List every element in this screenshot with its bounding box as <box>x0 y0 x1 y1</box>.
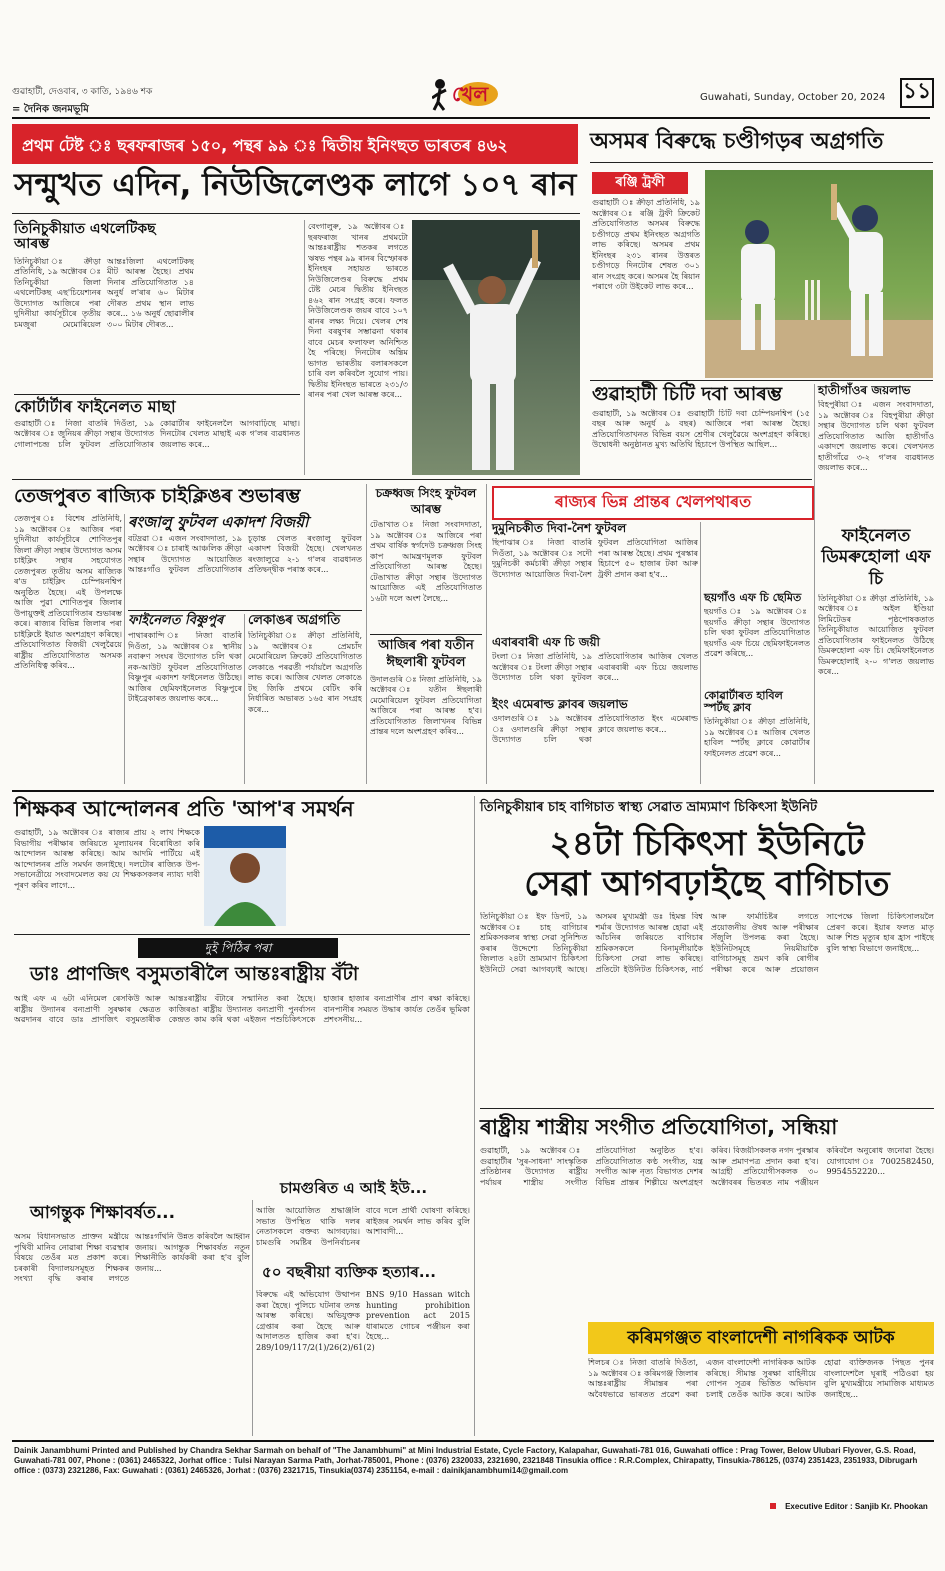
bishnupur-article <box>128 614 242 784</box>
karimganj-header <box>588 1322 934 1354</box>
ranji-tag-text: ৰঞ্জি ট্ৰফী <box>615 175 665 190</box>
guwahati-cc-body: গুৱাহাটী, ১৯ অক্টোবৰ ঃ গুৱাহাটী চিটি দবা চেম্পিয়নশ্বিপ (১৫ বছৰ আৰু অনুৰ্ধ ৯ বছৰ) আজিৰে পৰা আৰম্ভ হৈছে। প্ৰতিযোগিতাখনত বিভিন্ন বয়স শ্ৰেণীৰ খেলুৱৈয়ে অংশগ্ৰহণ কৰিছে। উদ্বোধনী অনুষ্ঠানত মুখ্য অতিথি হিচাপে উপস্থিত আছিল... <box>592 408 810 450</box>
agantuk-title: আগন্তুক শিক্ষাবৰ্ষত... <box>30 1203 176 1223</box>
corporate-final-body: গুৱাহাটী ঃ নিজা বাতৰি দিওঁতা, ১৯ অক্টোবৰ ঃ জুনিয়ৰ ক্ৰীড়া সন্থাৰ উদ্যোগত গোলাপচন্দ্ৰ চলি ফুটবল প্ৰতিযোগিতাৰ কোৱাৰ্টাৰ ফাইনেললৈ আগবাঢ়িছে মাছা। দিনটোৰ খেলত মাছাই এক গ'লৰ ব্যৱধানত জয়লাভ কৰে... <box>14 418 300 449</box>
aap-support-title: শিক্ষকৰ আন্দোলনৰ প্ৰতি 'আপ'ৰ সমৰ্থন <box>14 797 354 821</box>
tea-garden-kicker: তিনিচুকীয়াৰ চাহ বাগিচাত স্বাস্থ্য সেৱাত ভ্ৰাম্যমাণ চিকিৎসা ইউনিট <box>480 800 818 815</box>
dumunichowki-body: ছিপাঝাৰ ঃ নিজা বাতৰি দিওঁতা, ১৯ অক্টোবৰ ঃ সদৌ দুমুনিচকী কৰ্মচাৰী ক্ৰীড়া সন্থাৰ উদ্যোগত আয়োজিত দিবা-নৈশ ফুটবল প্ৰতিযোগিতা আজিৰ পৰা আৰম্ভ হৈছে। প্ৰথম পুৰস্কাৰ হিচাপে ৫০ হাজাৰ টকা আৰু ট্ৰফী প্ৰদান কৰা হ'ব... <box>492 538 698 579</box>
hatigaon-article <box>818 384 934 520</box>
chakradhwaj-title: চক্ৰধ্বজ সিংহ ফুটবল আৰম্ভ <box>375 486 477 516</box>
aap-support-body-cont <box>290 828 470 932</box>
aap-leader-photo <box>204 826 286 926</box>
chamguri-title: চামগুৰিত এ আই ইউ... <box>280 1179 428 1197</box>
ajir-pora-title: আজিৰ পৰা যতীন ঈছলাৰী ফুটবল <box>378 638 474 670</box>
chhuigaon-title: ছয়গাঁও এফ চি ছেমিত <box>704 591 802 604</box>
paper-name: = দৈনিক জনমভূমি <box>12 104 89 115</box>
dimaruhola-article <box>818 526 934 782</box>
karimganj-title: কৰিমগঞ্জত বাংলাদেশী নাগৰিকক আটক <box>627 1328 895 1348</box>
chamguri-body: আজি আয়োজিত শ্ৰদ্ধাঞ্জলি সভাত উপস্থিত থাকি দলৰ নেতাসকলে বক্তব্য আগবঢ়ায়। চামগুৰি সমষ্টিৰ উপনিৰ্বাচনৰ বাবে দলে প্ৰাৰ্থী ঘোষণা কৰিছে। ৰাইজৰ সমৰ্থন লাভ কৰিব বুলি আশাবাদী... <box>256 1206 470 1247</box>
ebarbari-title: এবাৰবাৰী এফ চি জয়ী <box>492 635 600 649</box>
tezpur-cycling-title: তেজপুৰত ৰাজ্যিক চাইক্লিঙৰ শুভাৰম্ভ <box>14 485 301 507</box>
woman-portrait-illustration <box>204 826 286 926</box>
masthead-rule <box>12 117 930 119</box>
classical-music-body: গুৱাহাটী, ১৯ অক্টোবৰ ঃ গুৱাহাটীৰ 'সুৰ-সাধনা' সাংস্কৃতিক প্ৰতিষ্ঠানৰ উদ্যোগত ৰাষ্ট্ৰীয় পৰ্যায়ৰ শাস্ত্ৰীয় সংগীত প্ৰতিযোগিতা অনুষ্ঠিত হ'ব। প্ৰতিযোগিতাত কণ্ঠ সংগীত, যন্ত্ৰ সংগীত আৰু নৃত্য বিভাগত দেশৰ বিভিন্ন প্ৰান্তৰ শিল্পীয়ে অংশগ্ৰহণ কৰিব। বিজয়ীসকলক নগদ পুৰস্কাৰ আৰু প্ৰমাণপত্ৰ প্ৰদান কৰা হ'ব। আগ্ৰহী প্ৰতিযোগীসকলক ৩০ অক্টোবৰৰ ভিতৰত নাম পঞ্জীয়ন কৰিবলৈ অনুৰোধ জনোৱা হৈছে। যোগাযোগ ঃ 7002582450, 9954552220... <box>480 1146 934 1187</box>
tinsukia-athletics-box <box>14 222 194 392</box>
ing-emerald-article <box>492 698 698 784</box>
masthead <box>0 0 945 122</box>
ajir-pora-body: উদালগুৰি ঃ নিজা প্ৰতিনিধি, ১৯ অক্টোবৰ ঃ যতীন ঈছলাৰী মেমোৰিয়েল ফুটবল প্ৰতিযোগিতা আজিৰে পৰা আৰম্ভ হ'ব। প্ৰতিযোগিতাত জিলাখনৰ বিভিন্ন প্ৰান্তৰ দলে অংশগ্ৰহণ কৰিব... <box>370 674 482 737</box>
rangjalu-article <box>128 514 362 606</box>
right-small-body-top <box>704 522 810 582</box>
batsman-celebration-illustration <box>412 220 580 475</box>
rajyar-bhinna-header <box>492 486 814 520</box>
top-banner <box>12 124 578 164</box>
tinsukia-athletics-body-right <box>196 222 302 390</box>
tea-garden-title-1: ২৪টা চিকিৎসা ইউনিটে <box>549 824 865 864</box>
tezpur-cycling-body: তেজপুৰ ঃ বিশেষ প্ৰতিনিধি, ১৯ অক্টোবৰ ঃ আজিৰ পৰা দুদিনীয়া কাৰ্যসূচীৰে শোণিতপুৰ জিলা ক্ৰীড়া সন্থাৰ উদ্যোগত অসম চাইক্লিং সন্থাৰ সহযোগত তেজপুৰত তৃতীয় অসম ৰাজ্যিক ৰ'ড চাইক্লিং চেম্পিয়নশ্বিপ অনুষ্ঠিত হৈছে। এই উপলক্ষে আজি পুৱা শোণিতপুৰ জিলাৰ উপায়ুক্তই প্ৰতিযোগিতাৰ শুভাৰম্ভ কৰে। ৰাজ্যৰ বিভিন্ন জিলাৰ পৰা চাইক্লিষ্টে ইয়াত অংশগ্ৰহণ কৰিছে। প্ৰতিযোগিতাত বিজয়ী খেলুৱৈয়ে ৰাষ্ট্ৰীয় প্ৰতিযোগিতাত অসমক প্ৰতিনিধিত্ব কৰিব... <box>14 514 122 670</box>
classical-music-title: ৰাষ্ট্ৰীয় শাস্ত্ৰীয় সংগীত প্ৰতিযোগিতা, সন্ধিয়া <box>480 1115 838 1139</box>
dui-pitir-tag <box>138 938 338 958</box>
bishnupur-title: ফাইনেলত বিষ্ণুপুৰ <box>128 613 224 628</box>
chakradhwaj-body: টেঙাখাত ঃ নিজা সংবাদদাতা, ১৯ অক্টোবৰ ঃ আজিৰে পৰা প্ৰথম বাৰ্ষিক স্বৰ্গদেউ চক্ৰধ্বজ সিংহ কাপ আমন্ত্ৰণমূলক ফুটবল প্ৰতিযোগিতা আৰম্ভ হৈছে। টেঙাখাত ক্ৰীড়া সন্থাৰ উদ্যোগত আয়োজিত এই প্ৰতিযোগিতাত ১৬টা দলে অংশ লৈছে... <box>370 520 482 603</box>
chhuigaon-body: ছয়গাঁও ঃ ১৯ অক্টোবৰ ঃ ছয়গাঁও ক্ৰীড়া সন্থাৰ উদ্যোগত চলি থকা ফুটবল প্ৰতিযোগিতাত ছয়গাঁও এফ চিয়ে ছেমিফাইনেলত প্ৰৱেশ কৰিছে... <box>704 607 810 659</box>
ebarbari-body: টংলা ঃ নিজা প্ৰতিনিধি, ১৯ অক্টোবৰ ঃ টংলা ক্ৰীড়া সন্থাৰ উদ্যোগত চলি থকা ফুটবল প্ৰতিযোগিতাৰ আজিৰ খেলত এবাৰবাৰী এফ চিয়ে জয়লাভ কৰে... <box>492 652 698 683</box>
lekang-body: তিনিচুকীয়া ঃ ক্ৰীড়া প্ৰতিনিধি, ১৯ অক্টোবৰ ঃ প্ৰেমচাঁদ মেমোৰিয়েল ক্ৰিকেট প্ৰতিযোগিতাত লেকাঙে পৰৱৰ্তী পৰ্যায়লৈ অগ্ৰগতি লাভ কৰে। আজিৰ খেলত লেকাঙে টছ জিকি প্ৰথমে বেটিং কৰি নিৰ্ধাৰিত অভাৰত ১৬৫ ৰান সংগ্ৰহ কৰে... <box>248 631 362 714</box>
rangjalu-body: বটদ্ৰৱা ঃ এজন সংবাদদাতা, ১৯ অক্টোবৰ ঃ চাৰাই আঞ্চলিক ক্ৰীড়া সন্থাৰ উদ্যোগত আয়োজিত আন্তঃগাঁও ফুটবল প্ৰতিযোগিতাৰ চূড়ান্ত খেলত ৰংজালু ফুটবল একাদশ বিজয়ী হৈছে। খেলখনত ৰংজালুৱে ২-১ গ'লৰ ব্যৱধানত প্ৰতিদ্বন্দ্বীক পৰাস্ত কৰে... <box>128 533 362 574</box>
editor-text: Executive Editor : Sanjib Kr. Phookan <box>785 1502 928 1511</box>
cricket-photo <box>705 170 933 378</box>
top-banner-text: প্ৰথম টেষ্ট ঃ ছৰফৰাজৰ ১৫০, পন্থৰ ৯৯ ঃ দ্বিতীয় ইনিংছত ভাৰতৰ ৪৬২ <box>22 136 508 155</box>
tea-garden-title-2: সেৱা আগবঢ়াইছে বাগিচাত <box>524 864 890 904</box>
dimaruhola-body: তিনিচুকীয়া ঃ ক্ৰীড়া প্ৰতিনিধি, ১৯ অক্টোবৰ ঃ অইল ইণ্ডিয়া লিমিটেডৰ পৃষ্ঠপোষকতাত তিনিচুকীয়াত আয়োজিত ফুটবল প্ৰতিযোগিতাৰ ফাইনেলত উঠিছে ডিমৰুহোলা এফ চি। ছেমিফাইনেলত ডিমৰুহোলাই ২-০ গ'লত জয়লাভ কৰে... <box>818 593 934 677</box>
corporate-final-title: কোৰ্টাৰ্টাৰ ফাইনেলত মাছা <box>14 397 176 416</box>
main-headline: সন্মুখত এদিন, নিউজিলেণ্ডক লাগে ১০৭ ৰান <box>14 167 577 203</box>
ing-emerald-body: ওদালগুৰি ঃ ১৯ অক্টোবৰ ঃ ওদালগুৰি ক্ৰীড়া সন্থাৰ উদ্যোগত চলি থকা প্ৰতিযোগিতাত ইংং এমেৰাল্ড ক্লাবে জয়লাভ কৰে... <box>492 714 698 745</box>
pranjit-title: ডাঃ প্ৰাণজিৎ বসুমতাৰীলৈ আন্তঃৰাষ্ট্ৰীয় বঁটা <box>30 963 359 985</box>
rangjalu-title: ৰংজালু ফুটবল একাদশ বিজয়ী <box>128 513 309 531</box>
ranji-body: গুৱাহাটী ঃ ক্ৰীড়া প্ৰতিনিধি, ১৯ অক্টোবৰ ঃ ৰঞ্জি ট্ৰফী ক্ৰিকেট প্ৰতিযোগিতাত অসমৰ বিৰুদ্ধে চণ্ডীগড়ে প্ৰথম ইনিংছত অগ্ৰগতি লাভ কৰিছে। অসমৰ প্ৰথম ইনিংছৰ ২৩১ ৰানৰ উত্তৰত চণ্ডীগড়ে দিনটোৰ শেষত ৩০১ ৰান সংগ্ৰহ কৰে। অসমৰ হৈ ৰিয়ান পৰাগে ৩টা উইকেট লাভ কৰে... <box>592 198 700 291</box>
tinsukia-athletics-body: তিনিচুকীয়া ঃ ক্ৰীড়া প্ৰতিনিধি, ১৯ অক্টোবৰ ঃ তিনিচুকীয়া জিলা এথলেটিকছ এছ'চিয়েশ্যনৰ উদ্যোগত আজিৰে পৰা দুদিনীয়া কাৰ্যসূচীৰে তৃতীয় চমজুৰা মেমোৰিয়েল আন্তঃজিলা এথলেটিকছ মীট আৰম্ভ হৈছে। প্ৰথম দিনাৰ প্ৰতিযোগিতাত ১৪ অনুৰ্ধ ল'ৰাৰ ৬০ মিটাৰ দৌৰত প্ৰথম স্থান লাভ কৰে... ১৬ অনুৰ্ধ ছোৱালীৰ ৩০০ মিটাৰ দৌৰত... <box>14 256 194 329</box>
center-match-body: বেংগালুৰু, ১৯ অক্টোবৰ ঃ ছৰফৰাজ খানৰ প্ৰথমটো আন্তঃৰাষ্ট্ৰীয় শতকৰ লগতে ঋষভ পন্থৰ ৯৯ ৰানৰ বিস্ফোৰক ইনিংছৰ সহায়ত ভাৰতে নিউজিলেণ্ডৰ বিৰুদ্ধে প্ৰথম টেষ্ট মেচৰ দ্বিতীয় ইনিংছত ৪৬২ ৰান সংগ্ৰহ কৰে। ফলত নিউজিলেণ্ডক জয়ৰ বাবে ১০৭ ৰানৰ লক্ষ্য দিয়ে। খেলৰ শেষ দিনা বৰষুণৰ সম্ভাৱনা থকাৰ বাবে মেচৰ ফলাফল অনিশ্চিত হৈ পৰিছে। দিনটোৰ অন্তিম ভাগত ভাৰতীয় বলাৰসকলে চাৰি বল কৰিবলৈ সুযোগ পায়। দ্বিতীয় ইনিংছত ভাৰতে ২৩১/৩ ৰানৰ পৰা খেল আৰম্ভ কৰে... <box>308 222 408 399</box>
footer-editor <box>770 1494 932 1511</box>
lekang-title: লেকাঙৰ অগ্ৰগতি <box>248 613 341 628</box>
kotalbari-body: তিনিচুকীয়া ঃ ক্ৰীড়া প্ৰতিনিধি, ১৯ অক্টোবৰ ঃ আজিৰ খেলত হাবিল স্পৰ্টছ ক্লাবে কোৱাৰ্টাৰ ফাইনেলত প্ৰৱেশ কৰে... <box>704 717 810 758</box>
date-right: Guwahati, Sunday, October 20, 2024 <box>700 92 886 103</box>
tinsukia-athletics-title: তিনিচুকীয়াত এথলেটিকছ আৰম্ভ <box>14 221 156 253</box>
fifty-year-title: ৫০ বছৰীয়া ব্যক্তিক হত্যাৰ... <box>262 1263 436 1281</box>
page-number: ১১ <box>900 78 934 108</box>
ranji-tag <box>592 172 688 194</box>
dumunichowki-article <box>492 522 698 634</box>
chakradhwaj-article <box>370 486 482 630</box>
guwahati-cc-article <box>592 384 810 476</box>
section-logo-text: খেল <box>452 82 489 106</box>
corporate-final-article <box>14 398 300 474</box>
ing-emerald-title: ইংং এমেৰাল্ড ক্লাবৰ জয়লাভ <box>492 697 628 711</box>
karimganj-body: শিলচৰ ঃ নিজা বাতৰি দিওঁতা, ১৯ অক্টোবৰ ঃ কৰিমগঞ্জ জিলাৰ আন্তঃৰাষ্ট্ৰীয় সীমান্তৰ পৰা অবৈধভাৱে ভাৰতত প্ৰৱেশ কৰা এজন বাংলাদেশী নাগৰিকক আটক কৰিছে। সীমান্ত সুৰক্ষা বাহিনীয়ে গোপন সূত্ৰৰ ভিত্তিত অভিযান চলাই তেওঁক আটক কৰে। আটক হোৱা ব্যক্তিজনক পিছত পুনৰ বাংলাদেশলৈ ঘূৰাই পঠিওৱা হয় বুলি মুখ্যমন্ত্ৰীয়ে সামাজিক মাধ্যমত জনাইছে... <box>588 1358 934 1399</box>
dumunichowki-title: দুমুনিচকীত দিবা-নৈশ ফুটবল <box>492 521 627 535</box>
editor-marker-icon <box>770 1503 776 1509</box>
section-logo <box>432 76 500 112</box>
agantuk-body: অসম বিধানসভাত প্ৰাক্তন মন্ত্ৰীয়ে পৃথিবী মানিব নোৱাৰা শিক্ষা ব্যৱস্থাৰ বিষয়ে তেওঁৰ মত প্ৰকাশ কৰে। চৰকাৰী বিদ্যালয়সমূহত শিক্ষকৰ সংখ্যা বৃদ্ধি কৰাৰ লগতে আন্তঃগাঁথনি উন্নত কৰিবলৈ আহ্বান জনায়। আগন্তুক শিক্ষাবৰ্ষত নতুন শিক্ষানীতি কাৰ্যকৰী কৰা হ'ব বুলি জনায়... <box>14 1232 250 1283</box>
lekang-article <box>248 614 362 784</box>
hatigaon-title: হাতীগাঁওৰ জয়লাভ <box>818 383 911 397</box>
pranjit-body: আই এফ এ ৬টা এনিমেল ৰেসকিউ আৰু ৰাষ্ট্ৰীয় উদ্যানৰ বন্যপ্ৰাণী সুৰক্ষাৰ ক্ষেত্ৰত অৱদানৰ বাবে ডাঃ প্ৰাণজিৎ বসুমতাৰীক আন্তঃৰাষ্ট্ৰীয় বঁটাৰে সন্মানিত কৰা হৈছে। কাজিৰঙা ৰাষ্ট্ৰীয় উদ্যানত বন্যপ্ৰাণী পুনৰ্বাসন কেন্দ্ৰত কাম কৰি থকা এইজন পশুচিকিৎসকে হাজাৰ হাজাৰ বন্যপ্ৰাণীৰ প্ৰাণ ৰক্ষা কৰিছে। বানপানীৰ সময়ত উদ্ধাৰ কাৰ্যত তেওঁৰ ভূমিকা প্ৰশংসনীয়... <box>14 994 470 1024</box>
batsman-keeper-illustration <box>705 170 933 378</box>
dimaruhola-title: ফাইনেলত ডিমৰুহোলা এফ চি <box>821 526 931 589</box>
ajir-pora-article <box>370 638 482 784</box>
dui-pitir-text: দুই পিঠিৰ পৰা <box>204 941 272 955</box>
date-left: গুৱাহাটী, দেওবাৰ, ৩ কাতি, ১৯৪৬ শক <box>12 87 153 97</box>
bishnupur-body: পাথাৰকান্দি ঃ নিজা বাতৰি দিওঁতা, ১৯ অক্টোবৰ ঃ স্থানীয় নবাৰুণ সংঘৰ উদ্যোগত চলি থকা নক-আউট ফুটবল প্ৰতিযোগিতাত বিষ্ণুপুৰ একাদশ ফাইনেলত উঠিছে। আজিৰ ছেমিফাইনেলত বিষ্ণুপুৰে টাইব্ৰেকাৰত জয়লাভ কৰে... <box>128 631 242 704</box>
footer-imprint: Dainik Janambhumi Printed and Published by Chandra Sekhar Sarmah on behalf of "The Janambhumi" at Mini Industrial Estate, Cycle Factory, Kalapahar, Guwahati-781 016, Guwahati office : Prag Tower, Below Ulubari Flyover, G.S. Road, Guwahati-781 007, Phone : (0361) 2465322, Jorhat office : Tulsi Narayan Sarma Path, Jorhat-785001, Phone : (0376) 2320033, 2321690, 2321848 Tinsukia office : R.R.Complex, Chirapatty, Tinsukia-786125, (0374) 2351423, 2351933, Dibrugarh office : (0373) 2321286, Fax: Guwahati : (0361) 2465326, Jorhat : (0376) 2321715, Tinsukia(0374) 2351154, e-mail : dainikjanambhumi14@gmail.com <box>14 1446 918 1475</box>
rajyar-bhinna-title: ৰাজ্যৰ ভিন্ন প্ৰান্তৰ খেলপথাৰত <box>554 492 752 511</box>
kotalbari-title: কোৱাৰ্টাৰত হাবিল স্পৰ্টছ ক্লাব <box>704 689 783 715</box>
tea-garden-body: তিনিচুকীয়া ঃ ইফ ডিপট, ১৯ অক্টোবৰ ঃ চাহ বাগিচাৰ শ্ৰমিকসকলৰ স্বাস্থ্য সেৱা সুনিশ্চিত কৰাৰ উদ্দেশ্যে তিনিচুকীয়া জিলাত ২৪টা ভ্ৰাম্যমাণ চিকিৎসা ইউনিটে সেৱা আগবঢ়াই আছে। অসমৰ মুখ্যমন্ত্ৰী ডঃ হিমন্ত বিশ্ব শৰ্মাৰ উদ্যোগত আৰম্ভ হোৱা এই আঁচনিৰ জৰিয়তে বাগিচাৰ শ্ৰমিকসকলে বিনামূলীয়াকৈ চিকিৎসা সেৱা লাভ কৰিছে। প্ৰতিটো ইউনিটত চিকিৎসক, নাৰ্চ আৰু ফাৰ্মাচিষ্টৰ লগতে প্ৰয়োজনীয় ঔষধ আৰু পৰীক্ষাৰ সঁজুলি উপলব্ধ কৰা হৈছে। ইউনিটসমূহে নিয়মীয়াকৈ বাগিচাসমূহ ভ্ৰমণ কৰি ৰোগীৰ পৰীক্ষা কৰে আৰু প্ৰয়োজন সাপেক্ষে জিলা চিকিৎসালয়লৈ প্ৰেৰণ কৰে। ইয়াৰ ফলত মাতৃ আৰু শিশু মৃত্যুৰ হাৰ হ্ৰাস পাইছে বুলি স্বাস্থ্য বিভাগে জনাইছে... <box>480 912 934 974</box>
guwahati-cc-title: গুৱাহাটী চিটি দবা আৰম্ভ <box>592 383 783 405</box>
aap-support-body: গুৱাহাটী, ১৯ অক্টোবৰ ঃ ৰাজ্যৰ প্ৰায় ২ লাখ শিক্ষকে বিভাগীয় পৰীক্ষাৰ জৰিয়তে মূল্যায়নৰ বিৰোধিতা কৰি আন্দোলন আৰম্ভ কৰিছে। আম আদমি পাৰ্টিয়ে এই আন্দোলনৰ প্ৰতি সমৰ্থন জনাইছে। দলটোৰ ৰাজ্যিক উপ-সভানেত্ৰীয়ে সংবাদমেলত কয় যে শিক্ষকসকলৰ ন্যায্য দাবী পূৰণ কৰিব লাগে... <box>14 828 200 890</box>
chhuigaon-article <box>704 592 810 686</box>
kotalbari-article <box>704 690 810 784</box>
player-photo <box>412 220 580 475</box>
hatigaon-body: বিহপুৰীয়া ঃ এজন সংবাদদাতা, ১৯ অক্টোবৰ ঃ বিহপুৰীয়া ক্ৰীড়া সন্থাৰ উদ্যোগত চলি থকা ফুটবল প্ৰতিযোগিতাত আজি হাতীগাঁও একাদশে জয়লাভ কৰে। খেলখনত হাতীগাঁৱে ৩-২ গ'লৰ ব্যৱধানত জয়লাভ কৰে... <box>818 400 934 473</box>
right-headline: অসমৰ বিৰুদ্ধে চণ্ডীগড়ৰ অগ্ৰগতি <box>590 129 884 154</box>
fifty-year-body: বিৰুদ্ধে এই অভিযোগ উত্থাপন কৰা হৈছে। পুলিচে ঘটনাৰ তদন্ত আৰম্ভ কৰিছে। অভিযুক্তক গ্ৰেপ্তাৰ কৰা হৈছে আৰু আদালতত হাজিৰ কৰা হ'ব। 289/109/117/2(1)/26(2)/61(2) BNS 9/10 Hassan witch hunting prohibition prevention act 2015 ধাৰামতে গোচৰ পঞ্জীয়ন কৰা হৈছে... <box>256 1290 470 1352</box>
ebarbari-article <box>492 636 698 696</box>
